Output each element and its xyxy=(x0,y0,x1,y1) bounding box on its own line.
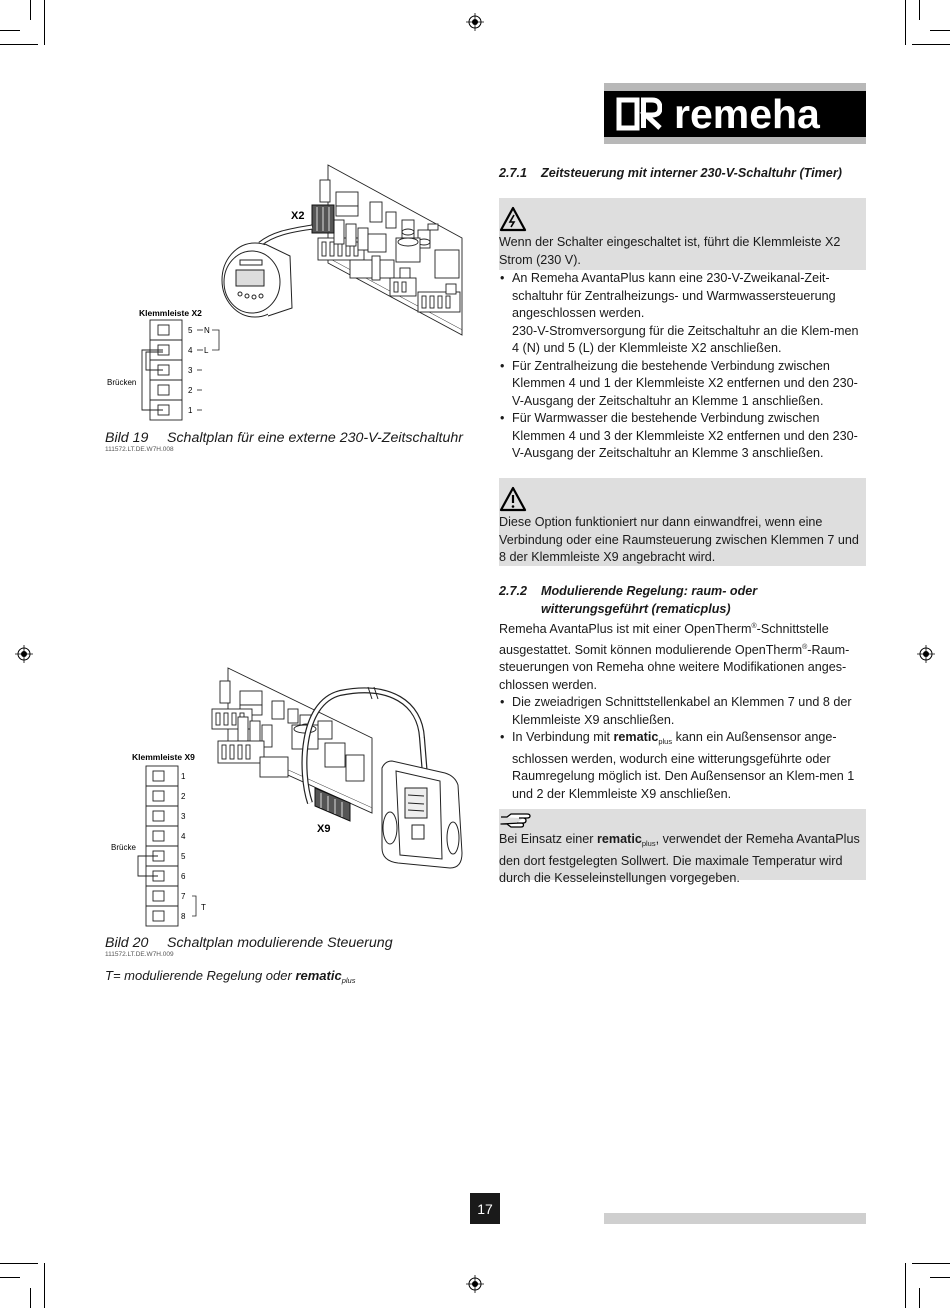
caution-warning-icon xyxy=(499,486,527,512)
figure-19-diagram xyxy=(100,160,480,425)
terminal-number: 4 xyxy=(188,346,193,355)
timer-illustration xyxy=(222,243,292,317)
x2-label: X2 xyxy=(291,210,305,222)
figure-number: Bild 19 xyxy=(105,430,149,446)
registration-mark-icon xyxy=(466,13,484,31)
text: In Verbindung mit xyxy=(512,730,614,745)
brand-header xyxy=(604,91,866,137)
section-number: 2.7.1 xyxy=(499,166,528,180)
registration-mark-icon xyxy=(917,645,935,663)
crop-mark xyxy=(919,1288,920,1308)
figure-title: Schaltplan für eine externe 230-V-Zeitschaltuhr xyxy=(167,430,463,446)
list-item-text: 230-V-Stromversorgung für die Zeitschaltuhr an die Klem-men 4 (N) und 5 (L) der Klemmleiste X2 anschließen. xyxy=(512,323,859,355)
section-title: Modulierende Regelung: raum- oder xyxy=(541,584,758,598)
tip-box xyxy=(499,809,866,885)
list-item xyxy=(499,410,866,463)
product-suffix: plus xyxy=(658,737,673,747)
caution-text: Diese Option funktioniert nur dann einwandfrei, wenn eine Verbindung oder eine Raumsteuerung zwischen Klemmen 7 und 8 der Klemmleiste X9 angebracht wird. xyxy=(499,515,859,564)
registered-mark: ® xyxy=(802,643,808,651)
figure-number: Bild 20 xyxy=(105,935,149,951)
crop-mark xyxy=(0,30,20,31)
list-item-text: • Für Warmwasser die bestehende Verbindung zwischen Klemmen 4 und 3 der Klemmleiste X2 entfernen und den 230-V-Ausgang der Zeitschaltuhr an Klemme 3 anschließen. xyxy=(512,411,858,460)
t-label: T xyxy=(201,903,206,912)
list-item-text: • An Remeha AvantaPlus kann eine 230-V-Zweikanal-Zeit-schaltuhr für Zentralheizungs- und Warmwassersteuerung angeschlossen werden. xyxy=(512,271,836,320)
product-name: rematic xyxy=(295,968,342,983)
text: Bei Einsatz einer xyxy=(499,832,598,846)
brand-name: remeha xyxy=(674,90,820,137)
crop-mark xyxy=(30,1288,31,1308)
text: -Schnittstelle ausgestattet. Somit können modulierende OpenTherm xyxy=(499,622,829,657)
section-title: Zeitsteuerung mit interner 230-V-Schaltuhr (Timer) xyxy=(541,166,842,180)
x2-connector xyxy=(312,205,334,233)
terminal-number: 6 xyxy=(181,872,186,881)
terminal-number: 4 xyxy=(181,832,186,841)
room-controller-illustration xyxy=(382,761,462,868)
terminal-number: 3 xyxy=(181,812,186,821)
strip-title: Klemmleiste X2 xyxy=(139,308,202,318)
electrical-warning-icon xyxy=(499,206,527,232)
bridge-label: Brücken xyxy=(107,378,137,387)
figure-20-diagram xyxy=(100,663,470,933)
circuit-board-illustration xyxy=(318,165,462,335)
section-heading-271 xyxy=(499,165,866,183)
product-name: rematic xyxy=(597,832,642,846)
tip-text xyxy=(499,831,866,888)
section-title: witterungsgeführt (rematicplus) xyxy=(541,601,731,616)
l-label: L xyxy=(204,346,209,355)
figure-19-caption xyxy=(105,430,463,446)
registration-mark-icon xyxy=(15,645,33,663)
list-item xyxy=(499,358,866,411)
text: , verwendet der Remeha AvantaPlus den dort festgelegten Sollwert. Die maximale Temperatur wird durch die Kesseleinstellungen vorgegeben. xyxy=(499,832,860,885)
crop-mark xyxy=(44,0,45,45)
crop-mark xyxy=(0,1277,20,1278)
terminal-number: 7 xyxy=(181,892,186,901)
x9-label: X9 xyxy=(317,823,331,835)
n-label: N xyxy=(204,326,210,335)
list-item-text: • Für Zentralheizung die bestehende Verbindung zwischen Klemmen 4 und 1 der Klemmleiste X2 entfernen und den 230-V-Ausgang der Zeitschaltuhr an Klemme 1 anschließen. xyxy=(512,358,858,408)
section-heading-272 xyxy=(499,583,866,618)
product-suffix: plus xyxy=(341,976,356,985)
caution-box xyxy=(499,478,866,566)
terminal-number: 8 xyxy=(181,912,186,921)
brand-bar xyxy=(604,137,866,144)
section-271-body xyxy=(499,270,866,463)
text: kann ein Außensensor ange-schlossen werden, wodurch eine witterungsgeführte oder Raumregelung möglich ist. Den Außensensor an Klem-men 1 und 2 der Klemmleiste X9 anschließen. xyxy=(512,730,855,801)
product-suffix: plus xyxy=(641,839,656,848)
text: -Raum-steuerungen von Remeha ohne weitere Modifikationen anges-chlossen werden. xyxy=(499,642,850,692)
terminal-number: 2 xyxy=(181,792,186,801)
pointing-hand-icon xyxy=(499,811,531,829)
figure-note xyxy=(105,968,355,985)
terminal-strip-x9 xyxy=(146,766,178,926)
crop-mark xyxy=(919,0,920,20)
terminal-number: 1 xyxy=(188,406,193,415)
crop-mark xyxy=(30,0,31,20)
paragraph xyxy=(499,618,866,694)
strip-title: Klemmleiste X9 xyxy=(132,752,195,762)
figure-20-caption xyxy=(105,935,393,951)
figure-code: 111572.LT.DE.W7H.009 xyxy=(105,951,174,958)
crop-mark xyxy=(0,1263,38,1264)
list-item xyxy=(499,270,866,358)
terminal-number: 1 xyxy=(181,772,186,781)
page-number: 17 xyxy=(470,1193,500,1224)
section-number: 2.7.2 xyxy=(499,584,528,598)
footer-bar xyxy=(604,1213,866,1224)
warning-box xyxy=(499,198,866,270)
crop-mark xyxy=(912,44,950,45)
bridge-label: Brücke xyxy=(111,843,136,852)
crop-mark xyxy=(930,30,950,31)
product-name: rematic xyxy=(613,730,659,745)
text: T= modulierende Regelung oder xyxy=(105,968,296,983)
terminal-number: 2 xyxy=(188,386,193,395)
list-item-text: • Die zweiadrigen Schnittstellenkabel an Klemmen 7 und 8 der Klemmleiste X9 anschließen. xyxy=(512,695,852,727)
registered-mark: ® xyxy=(751,623,757,630)
terminal-number: 3 xyxy=(188,366,193,375)
terminal-number: 5 xyxy=(188,326,193,335)
crop-mark xyxy=(905,0,906,45)
terminal-number: 5 xyxy=(181,852,186,861)
list-item xyxy=(499,729,866,803)
crop-mark xyxy=(0,44,38,45)
warning-text: Wenn der Schalter eingeschaltet ist, führt die Klemmleiste X2 Strom (230 V). xyxy=(499,235,841,267)
brand-bar xyxy=(604,83,866,91)
list-item xyxy=(499,694,866,729)
text: Remeha AvantaPlus ist mit einer OpenTherm xyxy=(499,622,752,637)
figure-title: Schaltplan modulierende Steuerung xyxy=(167,935,393,951)
crop-mark xyxy=(930,1277,950,1278)
crop-mark xyxy=(44,1263,45,1308)
remeha-logo-icon xyxy=(616,97,662,131)
registration-mark-icon xyxy=(466,1275,484,1293)
crop-mark xyxy=(912,1263,950,1264)
crop-mark xyxy=(905,1263,906,1308)
section-272-body xyxy=(499,618,866,803)
figure-code: 111572.LT.DE.W7H.008 xyxy=(105,446,174,453)
